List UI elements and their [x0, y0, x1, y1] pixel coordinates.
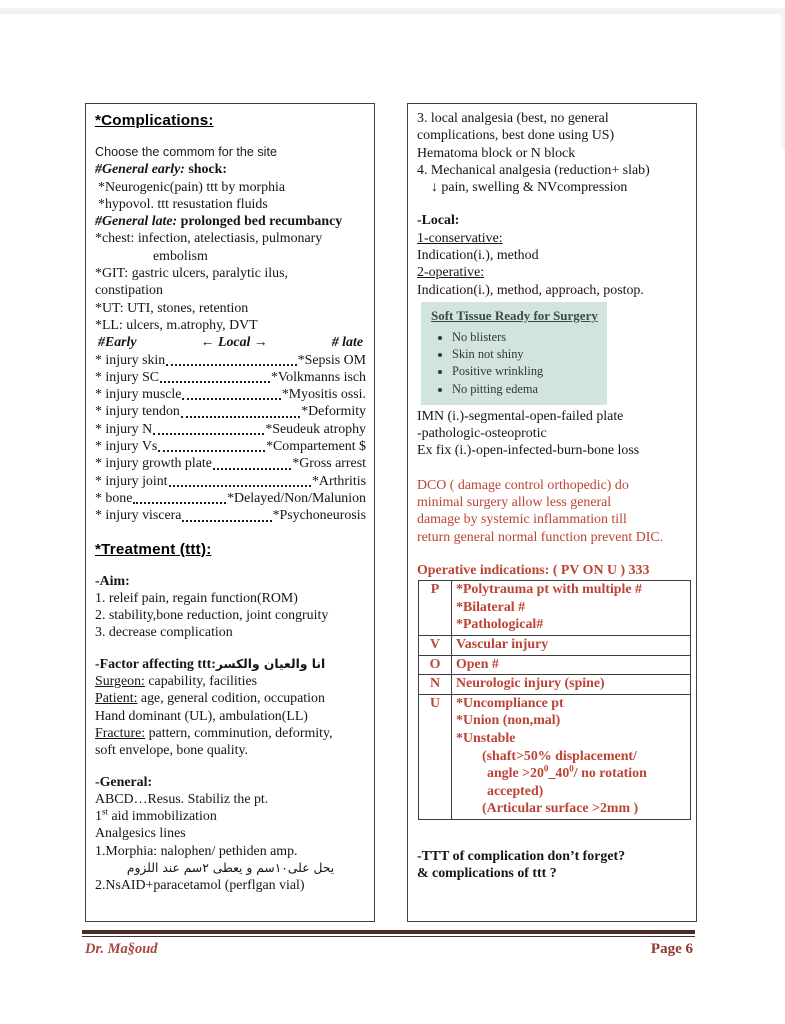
spacer — [417, 460, 688, 477]
dot-leader — [166, 352, 296, 366]
text-line: ABCD…Resus. Stabiliz the pt. — [95, 791, 269, 807]
text-line: return general normal function prevent DIC. — [417, 529, 664, 545]
dot-leader — [158, 438, 265, 452]
footer-rule — [82, 930, 695, 937]
mnemonic-letter-cell: O — [419, 655, 452, 675]
text-line: #General early: shock: — [95, 162, 227, 178]
text-line: & complications of ttt ? — [417, 866, 557, 882]
callout-title: Soft Tissue Ready for Surgery — [431, 307, 598, 323]
text-line: -TTT of complication don’t forget? — [417, 848, 626, 864]
dot-leader — [160, 369, 270, 383]
text-line: Choose the commom for the site — [95, 145, 277, 159]
text-line: minimal surgery allow less general — [417, 494, 612, 510]
text-line: embolism — [153, 248, 208, 264]
leader-right-text: *Seudeuk atrophy — [265, 421, 366, 437]
mnemonic-letter-cell: P — [419, 581, 452, 636]
dot-leader — [153, 421, 264, 435]
indication-cell — [452, 675, 691, 695]
text-line: Patient: age, general codition, occupation — [95, 691, 325, 707]
text-line: 3. local analgesia (best, no general — [417, 111, 609, 126]
text-line: 1.Morphia: nalophen/ pethiden amp. — [95, 843, 298, 859]
indication-cell — [452, 694, 691, 819]
leader-row — [95, 403, 366, 420]
leader-left-text: * injury viscera — [95, 508, 182, 524]
leader-right-text: *Volkmanns isch — [270, 369, 366, 385]
spacer — [95, 560, 366, 573]
table-line: *Uncompliance pt — [456, 695, 564, 711]
text-line: Indication(i.), method — [417, 248, 539, 264]
right-column-box — [407, 103, 697, 922]
page-footer — [85, 941, 693, 958]
page-edge-band-right — [781, 8, 785, 148]
text-line: *UT: UTI, stones, retention — [95, 300, 249, 316]
leader-row — [95, 490, 366, 507]
operative-indications-table — [418, 580, 691, 820]
footer-rule-thick — [82, 930, 695, 934]
soft-tissue-callout — [421, 302, 607, 405]
callout-bullet: • No blisters — [452, 329, 599, 345]
leader-row — [95, 352, 366, 369]
text-line: يحل على١٠سم و يعطى ٢سم عند اللزوم — [126, 860, 335, 875]
dot-leader — [182, 507, 271, 521]
callout-bullet: • Skin not shiny — [452, 346, 599, 362]
leader-right-text: *Arthritis — [311, 473, 366, 489]
mnemonic-letter-cell: U — [419, 694, 452, 819]
text-line: -Local: — [417, 213, 460, 229]
leader-row — [95, 507, 366, 524]
indication-cell — [452, 635, 691, 655]
spacer — [417, 546, 688, 562]
table-row — [419, 675, 691, 695]
text-line: Hematoma block or N block — [417, 145, 576, 161]
text-line: -General: — [95, 774, 153, 790]
table-line: Neurologic injury (spine) — [456, 676, 605, 692]
text-line: constipation — [95, 283, 163, 299]
spacer — [95, 131, 366, 144]
dot-leader — [182, 386, 280, 400]
dot-leader — [169, 473, 311, 487]
text-line: Ex fix (i.)-open-infected-burn-bone loss — [417, 443, 640, 459]
footer-rule-thin — [82, 936, 695, 938]
text-line: *GIT: gastric ulcers, paralytic ilus, — [95, 266, 288, 282]
spacer — [95, 642, 366, 656]
dot-leader — [213, 455, 291, 469]
mnemonic-letter-cell: N — [419, 675, 452, 695]
page-edge-band — [0, 8, 785, 14]
table-line: (shaft>50% displacement/ — [482, 748, 637, 764]
leader-row — [95, 386, 366, 403]
section-heading: *Treatment (ttt): — [95, 540, 212, 558]
text-line: 1. releif pain, regain function(ROM) — [95, 590, 298, 606]
leader-left-text: * injury tendon — [95, 404, 180, 420]
callout-bullet: • No pitting edema — [452, 381, 599, 397]
spacer — [417, 820, 688, 848]
table-line: Vascular injury — [456, 636, 549, 652]
left-column-box — [85, 103, 375, 922]
spacer — [417, 196, 688, 212]
text-line: soft envelope, bone quality. — [95, 743, 249, 759]
callout-bullet: • Positive wrinkling — [452, 363, 599, 379]
leader-row — [95, 473, 366, 490]
text-line: -pathologic-osteoprotic — [417, 426, 547, 442]
leader-row — [95, 369, 366, 386]
leader-left-text: * injury skin — [95, 352, 166, 368]
leader-row — [95, 421, 366, 438]
text-line: 2.NsAID+paracetamol (perflgan vial) — [95, 878, 305, 894]
text-line: Analgesics lines — [95, 826, 186, 842]
text-line: #General late: prolonged bed recumbancy — [95, 214, 343, 230]
indication-cell — [452, 655, 691, 675]
table-row — [419, 694, 691, 819]
text-line: Surgeon: capability, facilities — [95, 674, 258, 690]
text-line: *hypovol. ttt resustation fluids — [98, 196, 268, 212]
text-line: 2. stability,bone reduction, joint congruity — [95, 608, 329, 624]
leader-left-text: * injury SC — [95, 369, 160, 385]
text-line: -Aim: — [95, 573, 130, 589]
table-line: angle $>20^0\_40^0/$ no rotation — [487, 763, 647, 782]
text-line: -Factor affecting ttt:انا والعيان والكسر — [95, 656, 326, 672]
early-late-header — [95, 334, 366, 351]
page-number: Page 6 — [650, 941, 693, 957]
text-line: *chest: infection, atelectiasis, pulmonary — [95, 231, 323, 247]
header-group: # late — [331, 335, 363, 351]
text-line: Indication(i.), method, approach, postop. — [417, 282, 644, 298]
table-line: *Polytrauma pt with multiple # — [456, 582, 642, 598]
table-row — [419, 635, 691, 655]
text-line: Fracture: pattern, comminution, deformity, — [95, 725, 333, 741]
header-group: ← Local → — [200, 335, 268, 351]
leader-left-text: * bone — [95, 490, 133, 506]
text-line: complications, best done using US) — [417, 128, 615, 144]
table-line: accepted) — [487, 783, 544, 799]
text-line: 1st aid immobilization — [95, 806, 217, 825]
leader-left-text: * injury muscle — [95, 387, 182, 403]
text-line: Hand dominant (UL), ambulation(LL) — [95, 708, 308, 724]
table-row — [419, 581, 691, 636]
table-line: *Bilateral # — [456, 599, 526, 615]
indication-cell — [452, 581, 691, 636]
callout-bullet-list — [429, 329, 599, 397]
text-line: DCO ( damage control orthopedic) do — [417, 477, 629, 493]
table-row — [419, 655, 691, 675]
text-line: 3. decrease complication — [95, 625, 233, 641]
leader-row — [95, 438, 366, 455]
leader-right-text: *Delayed/Non/Malunion — [227, 490, 366, 506]
leader-left-text: * injury joint — [95, 473, 168, 489]
text-line: 2-operative: — [417, 265, 485, 281]
table-line: *Unstable — [456, 730, 516, 746]
spacer — [95, 760, 366, 774]
table-line: *Pathological# — [456, 617, 544, 633]
leader-right-text: *Deformity — [301, 404, 366, 420]
author-name: Dr. Ma§oud — [85, 941, 158, 957]
text-line: 1-conservative: — [417, 230, 503, 246]
leader-right-text: *Myositis ossi. — [281, 387, 366, 403]
leader-left-text: * injury Vs — [95, 439, 158, 455]
leader-left-text: * injury N — [95, 421, 153, 437]
header-group: #Early — [98, 335, 137, 351]
text-line: ↓ pain, swelling & NVcompression — [431, 180, 628, 196]
leader-right-text: *Compartement $ — [266, 439, 366, 455]
text-line: Operative indications: ( PV ON U ) 333 — [417, 562, 650, 578]
text-line: 4. Mechanical analgesia (reduction+ slab) — [417, 162, 650, 178]
leader-right-text: *Psychoneurosis — [272, 508, 366, 524]
text-line: *Neurogenic(pain) ttt by morphia — [98, 179, 286, 195]
leader-right-text: *Sepsis OM — [297, 352, 366, 368]
text-line: IMN (i.)-segmental-open-failed plate — [417, 408, 624, 424]
table-line: (Articular surface >2mm ) — [482, 801, 639, 817]
leader-left-text: * injury growth plate — [95, 456, 212, 472]
leader-right-text: *Gross arrest — [292, 456, 366, 472]
section-heading: *Complications: — [95, 112, 214, 129]
table-line: *Union (non,mal) — [456, 713, 561, 729]
text-line: *LL: ulcers, m.atrophy, DVT — [95, 317, 258, 333]
table-line: Open # — [456, 656, 499, 672]
dot-leader — [181, 403, 300, 417]
spacer — [95, 525, 366, 539]
dot-leader — [133, 490, 226, 504]
text-line: damage by systemic inflammation till — [417, 512, 627, 528]
mnemonic-letter-cell: V — [419, 635, 452, 655]
leader-row — [95, 455, 366, 472]
